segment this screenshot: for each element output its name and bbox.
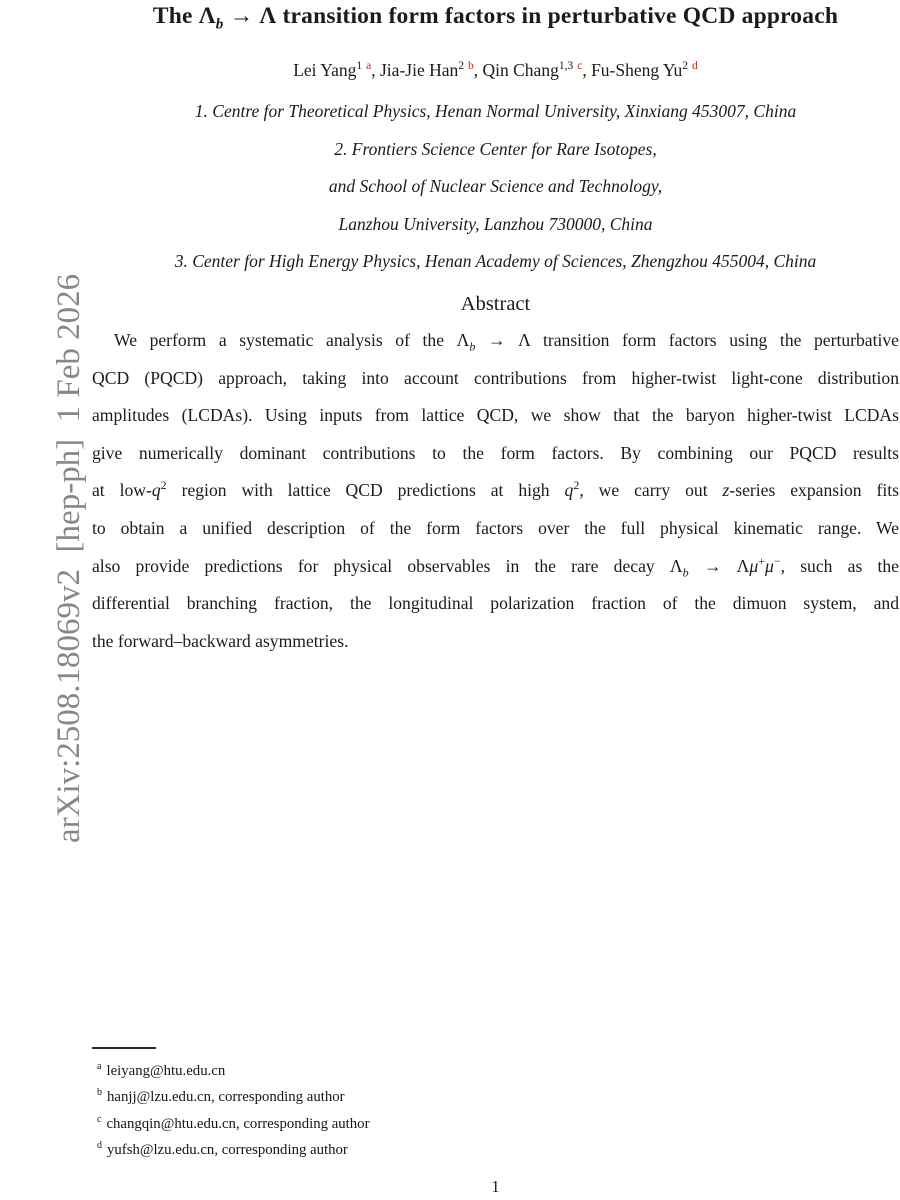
abstract-line-2: QCD (PQCD) approach, taking into account contributions from higher-twist light-cone distribution [92, 367, 899, 388]
author-3 [483, 60, 592, 80]
footnote-d [92, 1135, 792, 1161]
author-line [92, 59, 899, 81]
footnote-text: hanjj@lzu.edu.cn, corresponding author [107, 1089, 345, 1106]
author-separator: , [473, 60, 483, 80]
footnote-marker: d [97, 1139, 102, 1151]
footnote-text: leiyang@htu.edu.cn [106, 1062, 226, 1079]
abstract-line-5: at low-$q^2$ region with lattice QCD predictions at high $q^2$, we carry out z-series expansion fits [92, 478, 899, 501]
footnote-marker: b [97, 1087, 102, 1099]
footnote-text: changqin@htu.edu.cn, corresponding author [106, 1115, 370, 1132]
author-affiliation-sup: 1 [356, 60, 363, 73]
affiliation-line-5: 3. Center for High Energy Physics, Henan Academy of Sciences, Zhengzhou 455004, China [174, 251, 817, 272]
affiliation-line-4: Lanzhou University, Lanzhou 730000, China [338, 213, 653, 234]
author-2 [380, 60, 483, 80]
footnote-text: yufsh@lzu.edu.cn, corresponding author [107, 1141, 348, 1158]
page-number: 1 [491, 1177, 500, 1196]
abstract-heading: Abstract [460, 292, 531, 315]
affiliation-line-1: 1. Centre for Theoretical Physics, Henan Normal University, Xinxiang 453007, China [194, 101, 797, 121]
author-separator: , [371, 60, 380, 80]
author-1 [293, 60, 380, 80]
abstract-line-4: give numerically dominant contributions to the form factors. By combining our PQCD results [92, 442, 899, 463]
author-footnote-sup: c [577, 60, 583, 73]
abstract-paragraph [92, 322, 899, 660]
abstract-line-8: differential branching fraction, the longitudinal polarization fraction of the dimuon system, and [92, 593, 899, 614]
title-part2: → Λ transition form factors in perturbative QCD approach [223, 3, 839, 29]
author-footnote-sup: d [692, 60, 698, 73]
paper-content [92, 0, 899, 660]
affiliation-line-2: 2. Frontiers Science Center for Rare Isotopes, [334, 138, 657, 159]
author-affiliation-sup: 2 [458, 60, 464, 73]
abstract-line-1: We perform a systematic analysis of the $\Lambda_b \to \Lambda$ transition form factors using the perturbative [114, 329, 899, 354]
footnote-c [92, 1109, 792, 1135]
abstract-line-3: amplitudes (LCDAs). Using inputs from lattice QCD, we show that the baryon higher-twist LCDAs [92, 405, 899, 426]
abstract-line-6: to obtain a unified description of the form factors over the full physical kinematic range. We [92, 517, 899, 538]
footnote-divider [92, 1047, 156, 1049]
author-footnote-sup: b [468, 60, 474, 73]
footnote-a [92, 1056, 792, 1082]
footnote-marker: a [97, 1061, 102, 1072]
footnote-marker: c [97, 1113, 102, 1125]
affiliation-block [92, 93, 899, 281]
author-separator: , [582, 60, 592, 80]
author-affiliation-sup: 1,3 [558, 60, 574, 73]
author-footnote-sup: a [366, 60, 372, 73]
author-4 [591, 60, 698, 80]
author-affiliation-sup: 2 [682, 60, 689, 73]
title-subscript: b [215, 16, 224, 33]
abstract-line-9: the forward–backward asymmetries. [92, 630, 349, 651]
affiliation-line-3: and School of Nuclear Science and Technology, [328, 176, 663, 197]
author-name: Qin Chang [482, 60, 559, 80]
footnote-b [92, 1082, 792, 1108]
author-name: Fu-Sheng Yu [591, 60, 683, 80]
footnote-block [92, 1047, 792, 1161]
title-part1: The Λ [152, 3, 216, 29]
author-name: Lei Yang [293, 60, 357, 80]
paper-title [92, 0, 899, 33]
author-name: Jia-Jie Han [380, 60, 459, 80]
abstract-line-7: also provide predictions for physical observables in the rare decay $\Lambda_b \to \Lambda\mu^+\mu^-$, such as the [92, 553, 899, 580]
arxiv-watermark-text: arXiv:2508.18069v2 [hep-ph] 1 Feb 2026 [51, 273, 87, 843]
